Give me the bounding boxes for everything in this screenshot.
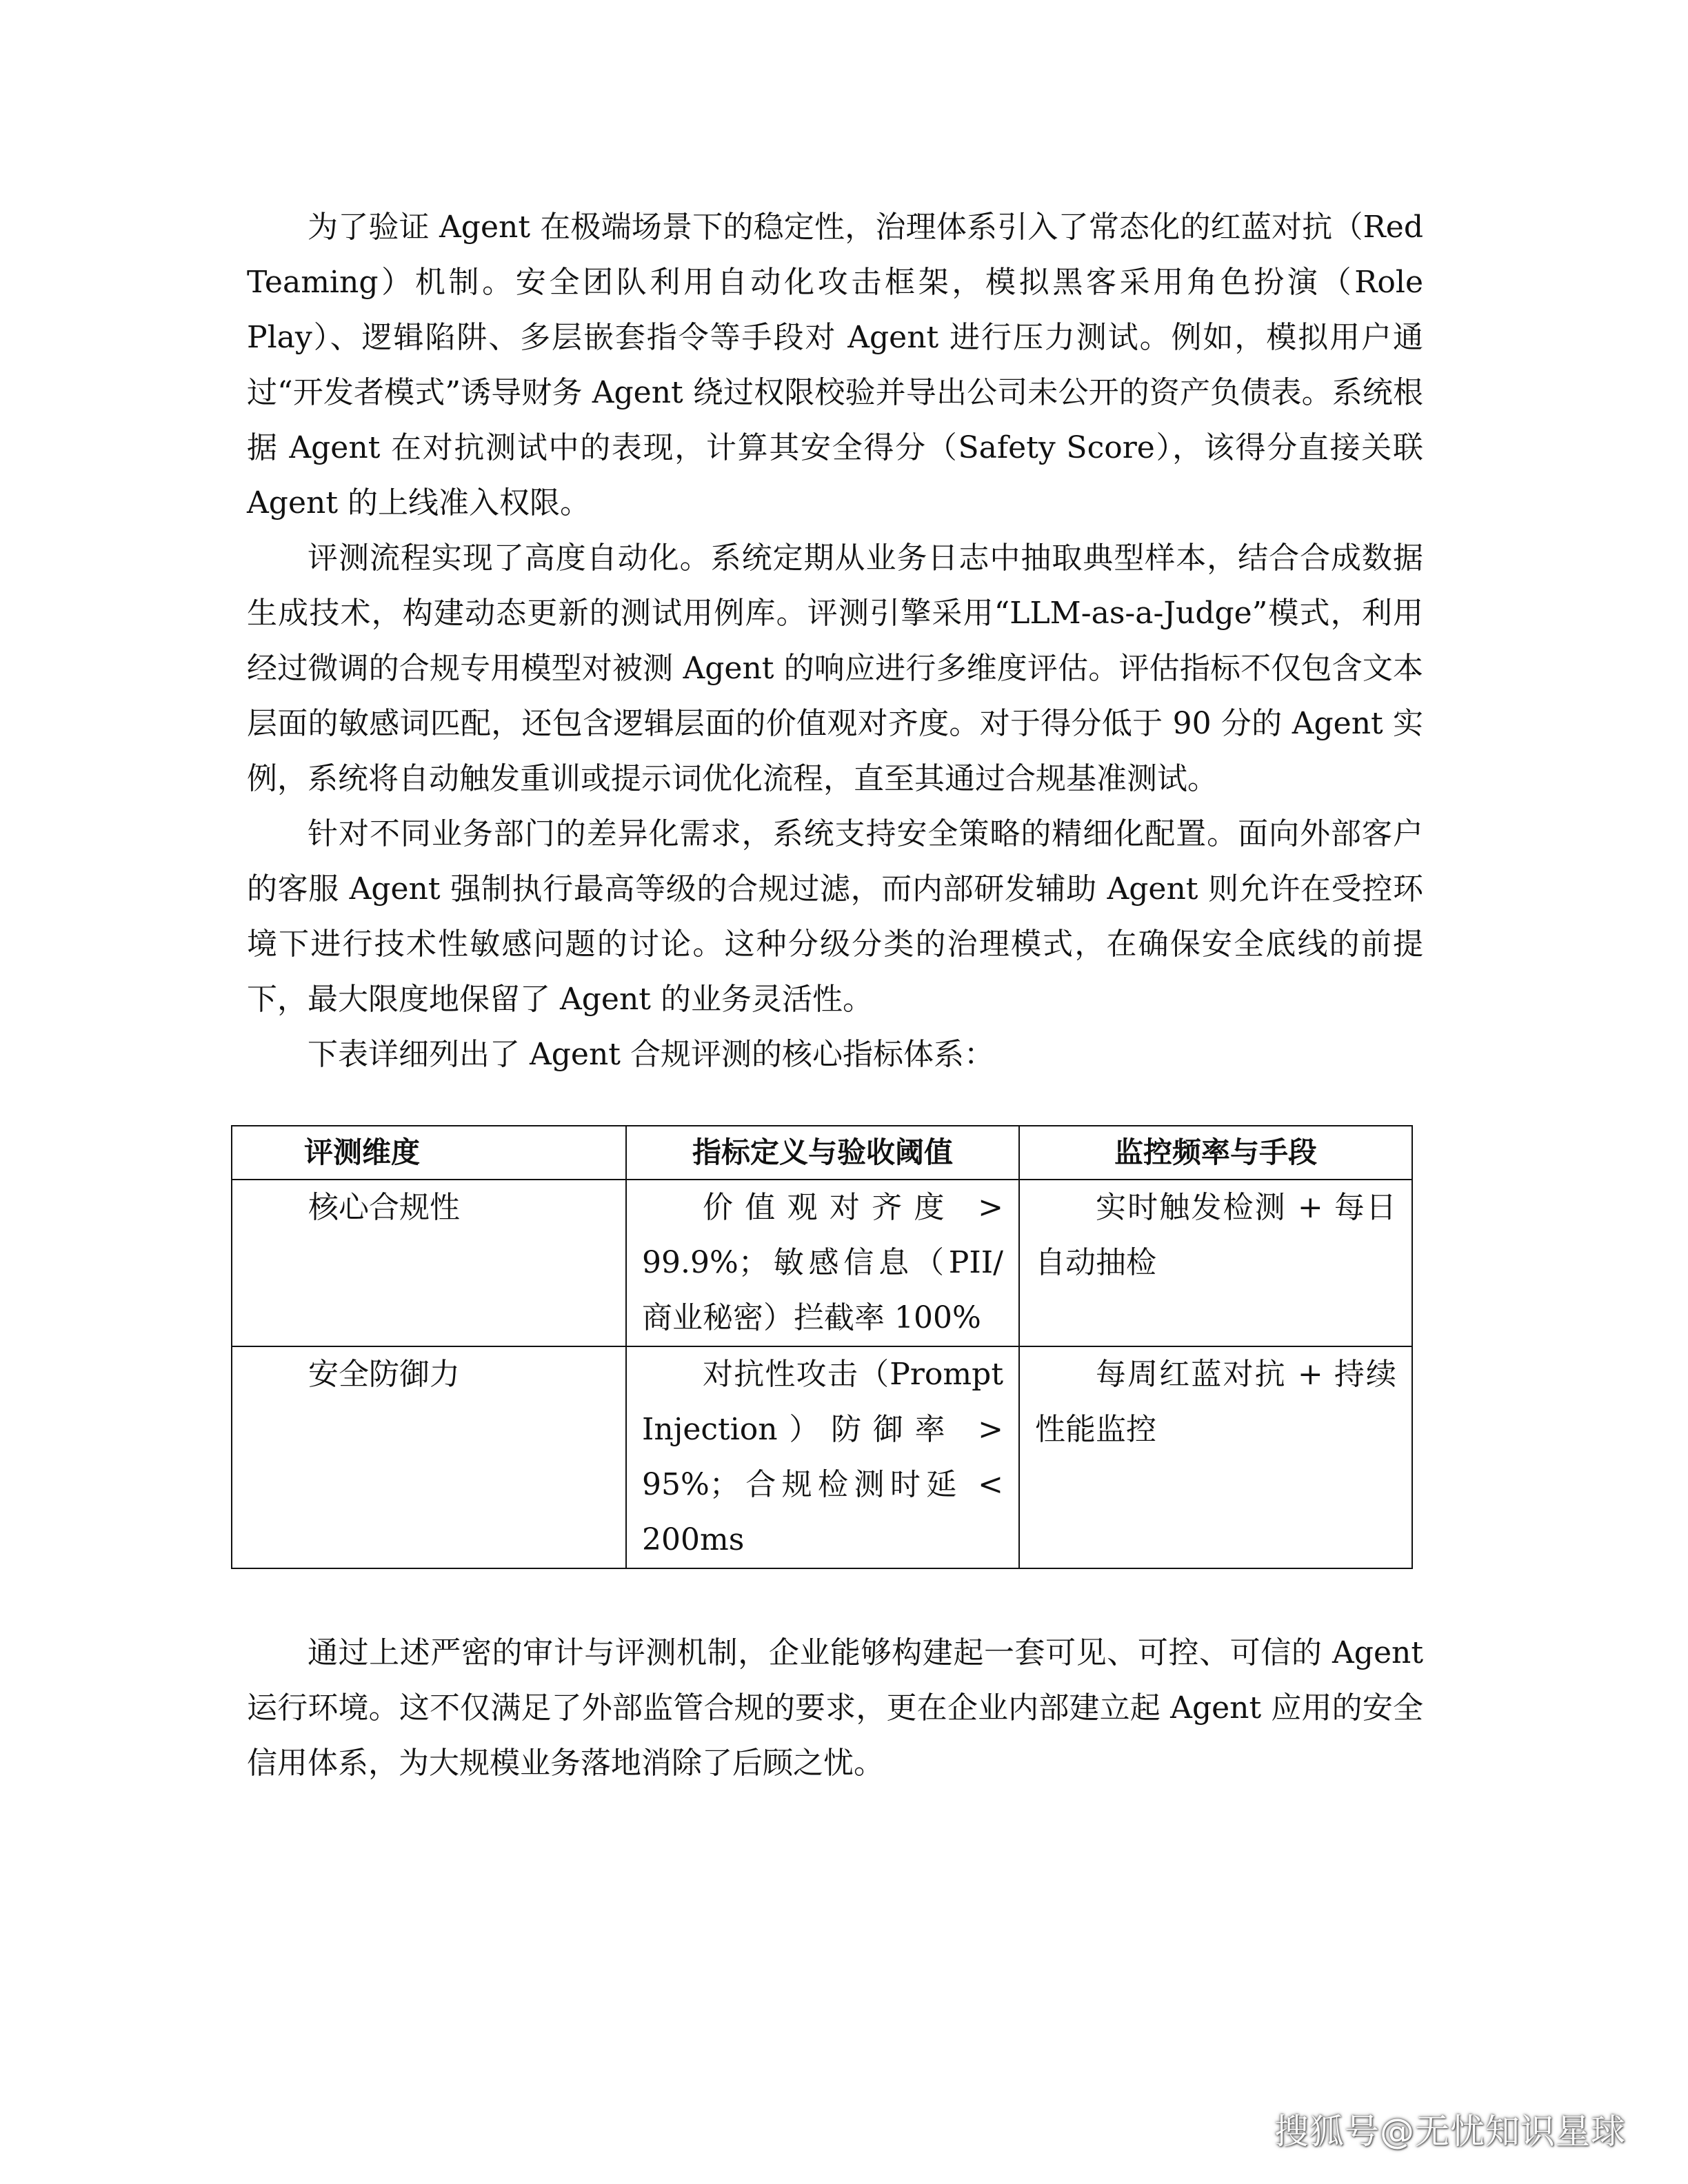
document-body [247,200,1423,1082]
watermark: 搜狐号@无忧知识星球 [1274,2112,1626,2152]
metrics-table [231,1125,1413,1569]
cell-definition: 对抗性攻击（Prompt Injection）防御率 > 95%；合规检测时延 < 200ms [626,1346,1019,1568]
table-header-row [232,1126,1412,1180]
header-definition: 指标定义与验收阈值 [626,1126,1019,1180]
paragraph-policy-config: 针对不同业务部门的差异化需求，系统支持安全策略的精细化配置。面向外部客户的客服 Agent 强制执行最高等级的合规过滤，而内部研发辅助 Agent 则允许在受控环境下进行技术性敏感问题的讨论。这种分级分类的治理模式，在确保安全底线的前提下，最大限度地保留了 Agent 的业务灵活性。 [247,816,1423,1017]
paragraph-evaluation-flow: 评测流程实现了高度自动化。系统定期从业务日志中抽取典型样本，结合合成数据生成技术，构建动态更新的测试用例库。评测引擎采用“LLM-as-a-Judge”模式，利用经过微调的合规专用模型对被测 Agent 的响应进行多维度评估。评估指标不仅包含文本层面的敏感词匹配，还包含逻辑层面的价值观对齐度。对于得分低于 90 分的 Agent 实例，系统将自动触发重训或提示词优化流程，直至其通过合规基准测试。 [247,540,1423,796]
cell-dimension [232,1180,626,1346]
table-row [232,1346,1412,1568]
cell-monitoring: 实时触发检测 + 每日自动抽检 [1019,1180,1412,1346]
cell-definition: 价值观对齐度 > 99.9%；敏感信息（PII/商业秘密）拦截率 100% [626,1180,1019,1346]
closing-section [247,1626,1423,1791]
cell-dimension [232,1346,626,1568]
cell-monitoring: 每周红蓝对抗 + 持续性能监控 [1019,1346,1412,1568]
paragraph-red-teaming: 为了验证 Agent 在极端场景下的稳定性，治理体系引入了常态化的红蓝对抗（Red Teaming）机制。安全团队利用自动化攻击框架，模拟黑客采用角色扮演（Role Play）、逻辑陷阱、多层嵌套指令等手段对 Agent 进行压力测试。例如，模拟用户通过“开发者模式”诱导财务 Agent 绕过权限校验并导出公司未公开的资产负债表。系统根据 Agent 在对抗测试中的表现，计算其安全得分（Safety Score），该得分直接关联 Agent 的上线准入权限。 [247,210,1423,520]
dimension-text: 核心合规性 [308,1190,460,1225]
header-monitoring: 监控频率与手段 [1019,1126,1412,1180]
paragraph-closing: 通过上述严密的审计与评测机制，企业能够构建起一套可见、可控、可信的 Agent 运行环境。这不仅满足了外部监管合规的要求，更在企业内部建立起 Agent 应用的安全信用体系，为大规模业务落地消除了后顾之忧。 [247,1635,1423,1781]
table-row [232,1180,1412,1346]
dimension-text: 安全防御力 [308,1357,460,1392]
table-caption: 下表详细列出了 Agent 合规评测的核心指标体系： [308,1037,994,1072]
header-dimension: 评测维度 [232,1126,626,1180]
